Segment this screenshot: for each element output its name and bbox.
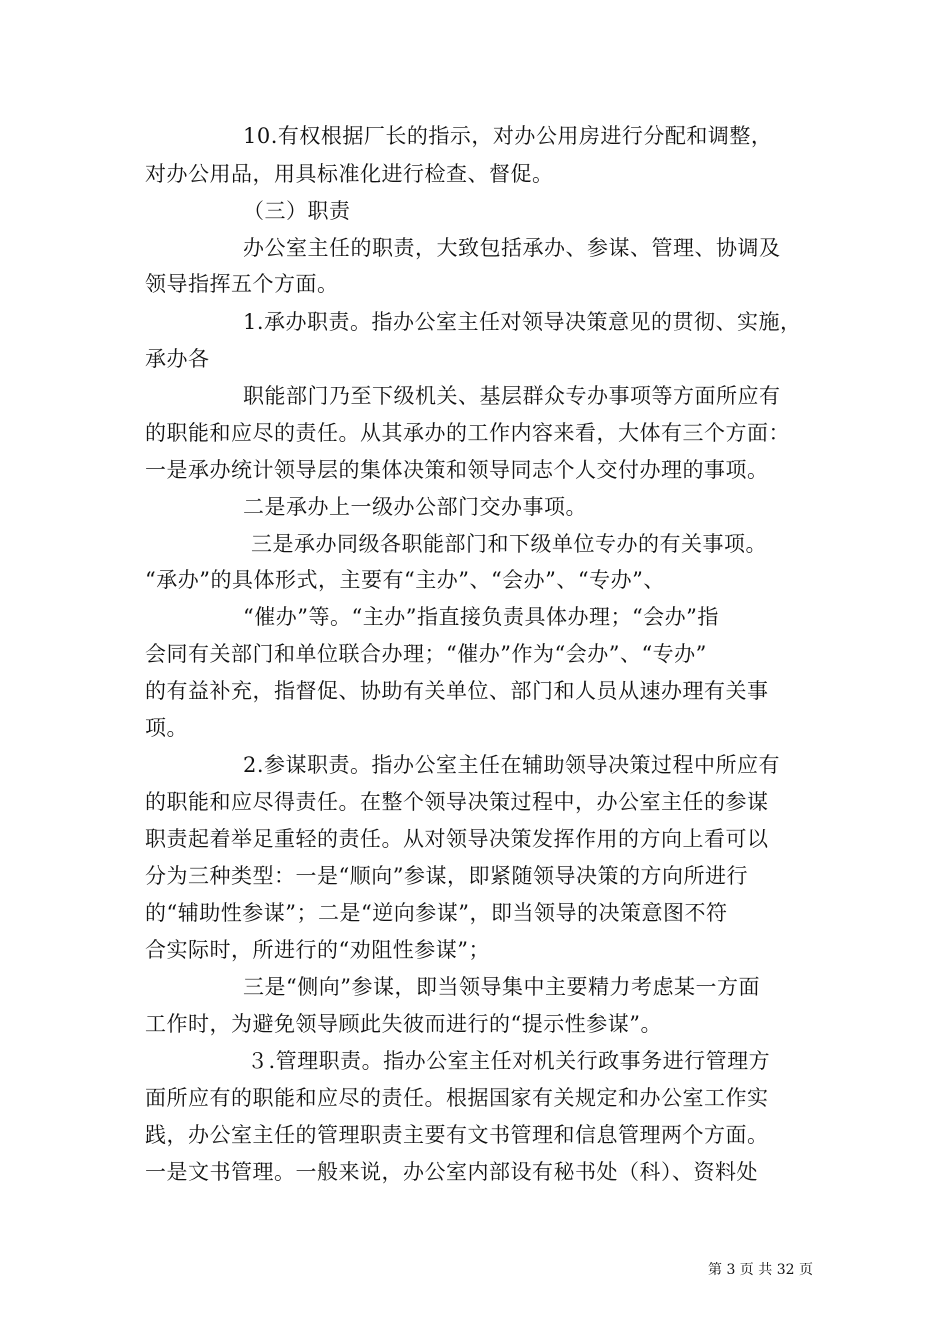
text-line-29: 一是文书管理。一般来说，办公室内部设有秘书处（科）、资料处 — [145, 1160, 758, 1184]
text-line-6: 1.承办职责。指办公室主任对领导决策意见的贯彻、实施， — [243, 310, 802, 334]
text-line-10: 一是承办统计领导层的集体决策和领导同志个人交付办理的事项。 — [145, 458, 769, 482]
text-line-2: 对办公用品，用具标准化进行检查、督促。 — [145, 162, 554, 186]
text-line-27: 面所应有的职能和应尽的责任。根据国家有关规定和办公室工作实 — [145, 1086, 769, 1110]
text-line-17: 项。 — [145, 716, 188, 740]
text-line-9: 的职能和应尽的责任。从其承办的工作内容来看，大体有三个方面： — [145, 421, 790, 445]
text-line-23: 合实际时，所进行的“劝阻性参谋”； — [145, 938, 490, 962]
text-line-21: 分为三种类型：一是“顺向”参谋，即紧随领导决策的方向所进行 — [145, 864, 748, 888]
text-line-11: 二是承办上一级办公部门交办事项。 — [243, 495, 587, 519]
text-line-19: 的职能和应尽得责任。在整个领导决策过程中，办公室主任的参谋 — [145, 790, 769, 814]
section-heading: （三）职责 — [243, 199, 351, 223]
text-line-24: 三是“侧向”参谋，即当领导集中主要精力考虑某一方面 — [243, 975, 760, 999]
text-line-12: 三是承办同级各职能部门和下级单位专办的有关事项。 — [251, 532, 767, 556]
text-line-25: 工作时，为避免领导顾此失彼而进行的“提示性参谋”。 — [145, 1012, 662, 1036]
text-line-5: 领导指挥五个方面。 — [145, 272, 339, 296]
text-line-13: “承办”的具体形式，主要有“主办”、“会办”、“专办”、 — [145, 568, 665, 592]
text-line-7: 承办各 — [145, 347, 210, 371]
text-line-8: 职能部门乃至下级机关、基层群众专办事项等方面所应有 — [243, 384, 781, 408]
text-line-14: “催办”等。“主办”指直接负责具体办理；“会办”指 — [243, 605, 719, 629]
page-number-footer: 第 3 页 共 32 页 — [708, 1262, 813, 1278]
text-line-22: 的“辅助性参谋”；二是“逆向参谋”，即当领导的决策意图不符 — [145, 901, 728, 925]
text-line-18: 2.参谋职责。指办公室主任在辅助领导决策过程中所应有 — [243, 753, 781, 777]
text-line-20: 职责起着举足重轻的责任。从对领导决策发挥作用的方向上看可以 — [145, 827, 769, 851]
text-line-4: 办公室主任的职责，大致包括承办、参谋、管理、协调及 — [243, 236, 781, 260]
text-line-16: 的有益补充，指督促、协助有关单位、部门和人员从速办理有关事 — [145, 679, 769, 703]
text-line-26: ３.管理职责。指办公室主任对机关行政事务进行管理方 — [247, 1049, 771, 1073]
text-line-28: 践，办公室主任的管理职责主要有文书管理和信息管理两个方面。 — [145, 1123, 769, 1147]
text-line-15: 会同有关部门和单位联合办理；“催办”作为“会办”、“专办” — [145, 642, 707, 666]
text-line-1: 10.有权根据厂长的指示，对办公用房进行分配和调整， — [243, 124, 773, 148]
